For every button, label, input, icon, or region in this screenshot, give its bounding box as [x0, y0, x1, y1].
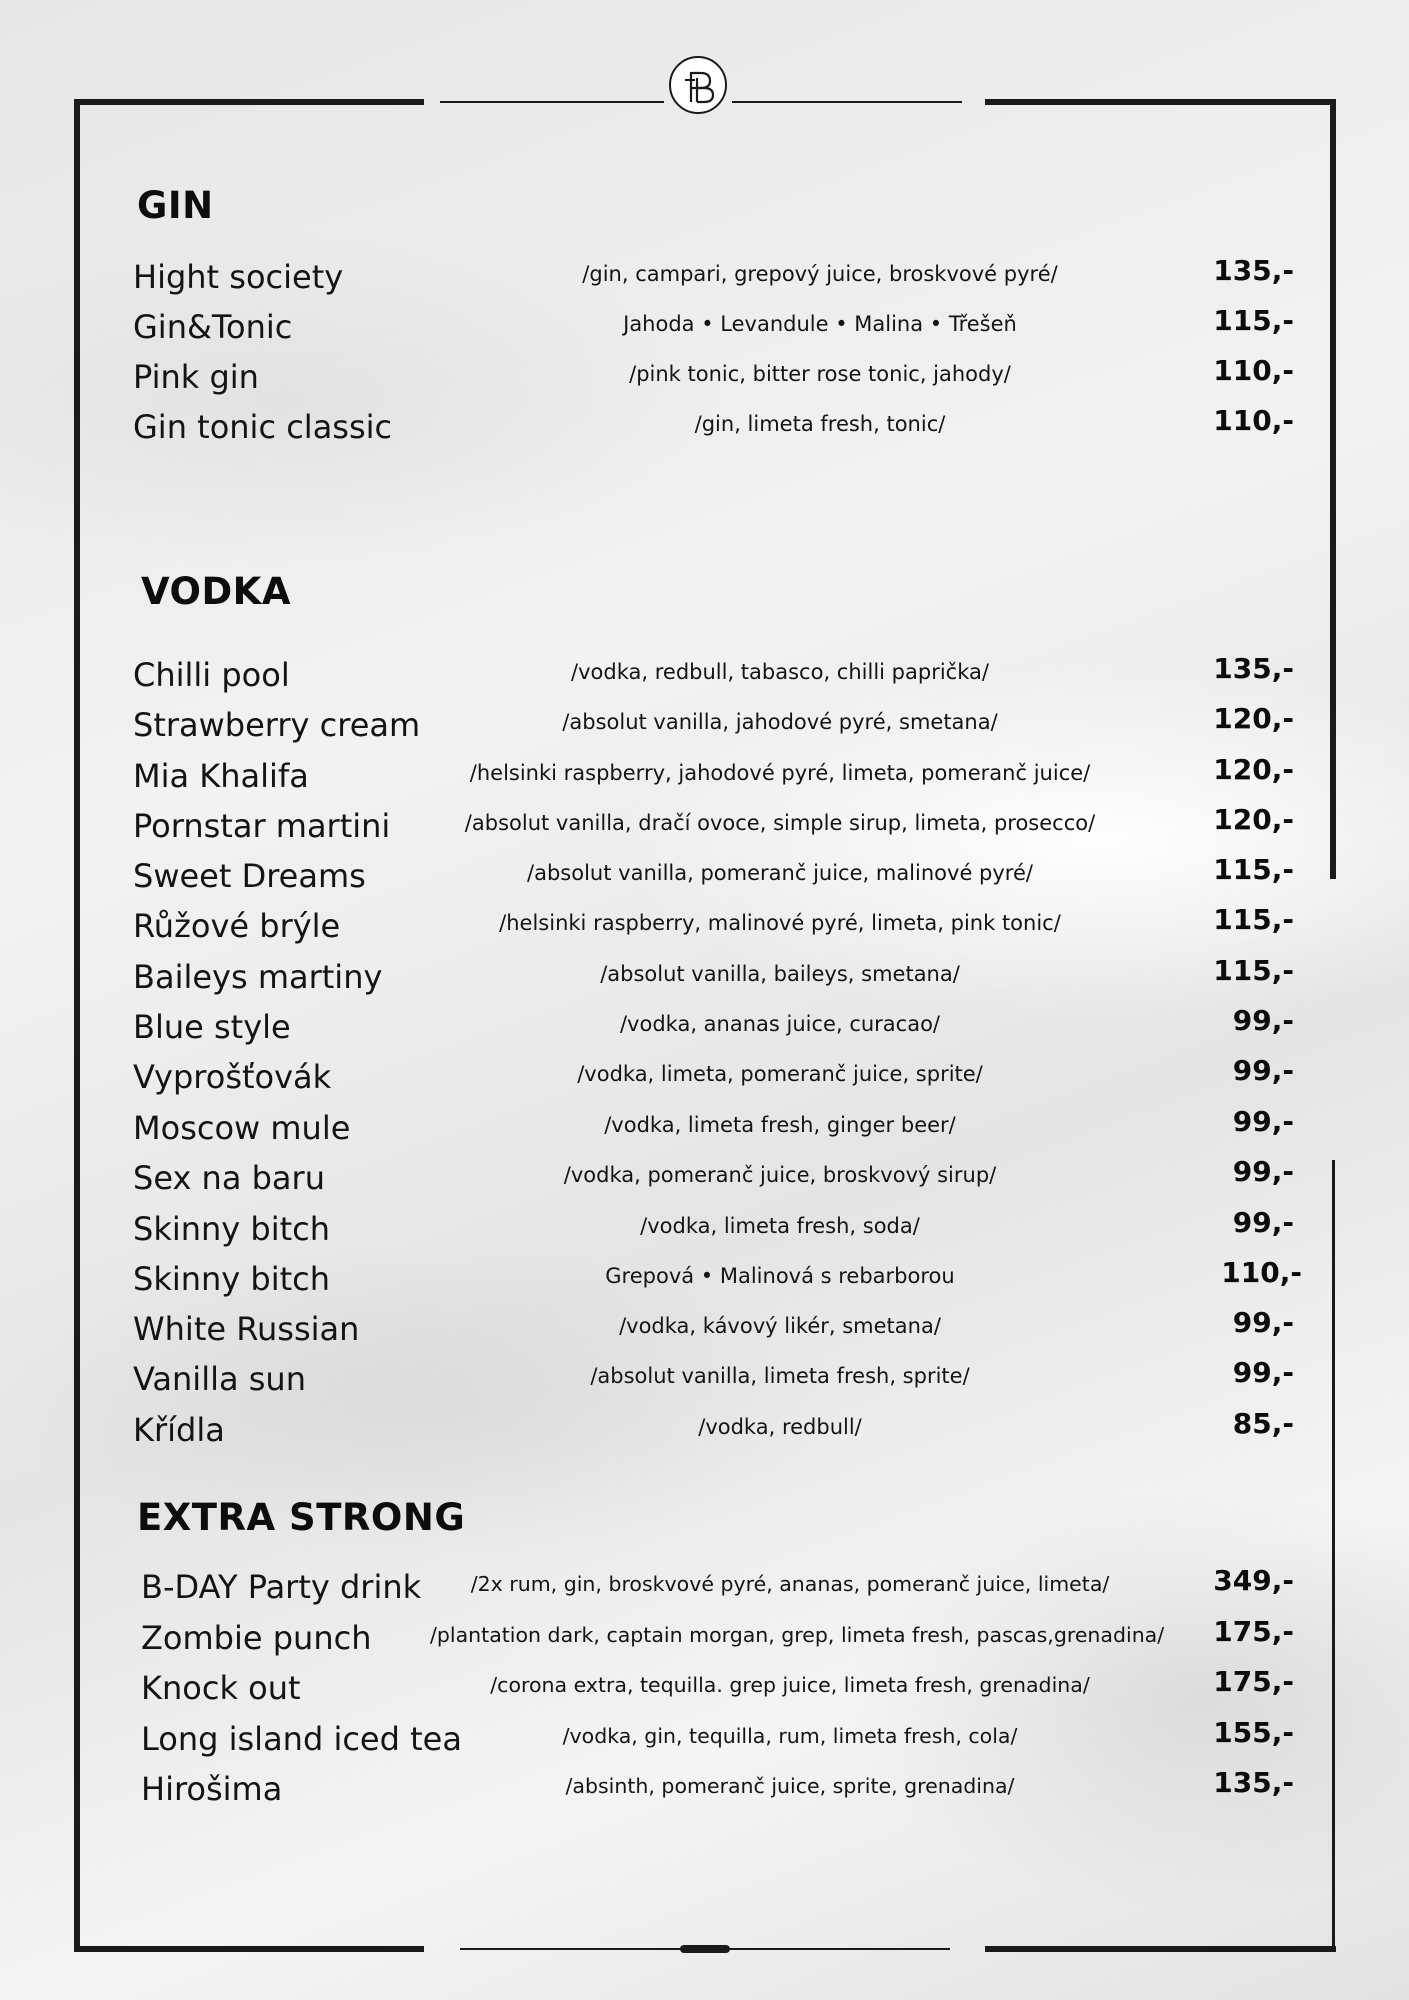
menu-row — [0, 1256, 1409, 1310]
drink-ingredients: /2x rum, gin, broskvové pyré, ananas, pomeranč juice, limeta/ — [470, 1572, 1110, 1596]
drink-name: Gin&Tonic — [133, 308, 293, 346]
section-title-gin: GIN — [137, 184, 214, 227]
section-title-vodka: VODKA — [141, 570, 291, 613]
drink-name: Pink gin — [133, 358, 259, 396]
menu-row — [0, 1155, 1409, 1209]
drink-name: Vanilla sun — [133, 1360, 306, 1398]
menu-row — [0, 354, 1409, 408]
drink-name: Růžové brýle — [133, 907, 341, 945]
drink-ingredients: /absolut vanilla, limeta fresh, sprite/ — [590, 1364, 970, 1388]
drink-ingredients: /vodka, limeta fresh, soda/ — [640, 1214, 920, 1238]
drink-price: 99,- — [1232, 1004, 1294, 1037]
drink-name: Baileys martiny — [133, 958, 383, 996]
drink-name: Křídla — [133, 1411, 225, 1449]
drink-ingredients: /vodka, redbull, tabasco, chilli paprička/ — [571, 660, 989, 684]
drink-ingredients: /gin, limeta fresh, tonic/ — [694, 412, 946, 436]
drink-ingredients: /vodka, limeta, pomeranč juice, sprite/ — [577, 1062, 983, 1086]
frame-top-mid-left — [440, 101, 664, 103]
drink-ingredients: /vodka, gin, tequilla, rum, limeta fresh, cola/ — [562, 1724, 1018, 1748]
drink-price: 99,- — [1232, 1206, 1294, 1239]
drink-price: 135,- — [1213, 1766, 1294, 1799]
drink-price: 120,- — [1213, 803, 1294, 836]
drink-price: 99,- — [1232, 1105, 1294, 1138]
drink-ingredients: /absolut vanilla, dračí ovoce, simple sirup, limeta, prosecco/ — [464, 811, 1096, 835]
drink-name: Knock out — [141, 1669, 301, 1707]
drink-ingredients: /corona extra, tequilla. grep juice, limeta fresh, grenadina/ — [490, 1673, 1090, 1697]
menu-row — [0, 1716, 1409, 1770]
frame-bottom-ornament — [680, 1945, 730, 1953]
drink-price: 155,- — [1213, 1716, 1294, 1749]
menu-row — [0, 1564, 1409, 1618]
frame-bottom-left — [74, 1946, 424, 1952]
menu-row — [0, 1206, 1409, 1260]
drink-name: Blue style — [133, 1008, 291, 1046]
drink-name: Long island iced tea — [141, 1720, 462, 1758]
frame-top-mid-right — [732, 101, 962, 103]
drink-price: 115,- — [1213, 304, 1294, 337]
drink-price: 99,- — [1232, 1054, 1294, 1087]
drink-ingredients: /gin, campari, grepový juice, broskvové pyré/ — [582, 262, 1058, 286]
drink-name: B-DAY Party drink — [141, 1568, 422, 1606]
drink-ingredients: /absolut vanilla, baileys, smetana/ — [600, 962, 960, 986]
menu-row — [0, 1407, 1409, 1461]
drink-name: Sweet Dreams — [133, 857, 366, 895]
drink-price: 115,- — [1213, 954, 1294, 987]
menu-row — [0, 1665, 1409, 1719]
section-title-extra-strong: EXTRA STRONG — [137, 1496, 466, 1539]
drink-name: Hight society — [133, 258, 344, 296]
drink-price: 110,- — [1221, 1256, 1302, 1289]
frame-top-left — [74, 99, 424, 105]
drink-ingredients: /vodka, limeta fresh, ginger beer/ — [604, 1113, 956, 1137]
drink-price: 175,- — [1213, 1665, 1294, 1698]
drink-price: 99,- — [1232, 1306, 1294, 1339]
drink-name: Skinny bitch — [133, 1210, 331, 1248]
drink-price: 110,- — [1213, 354, 1294, 387]
drink-ingredients: /plantation dark, captain morgan, grep, limeta fresh, pascas,grenadina/ — [430, 1623, 1165, 1647]
menu-row — [0, 803, 1409, 857]
drink-ingredients: /vodka, pomeranč juice, broskvový sirup/ — [563, 1163, 997, 1187]
menu-row — [0, 1766, 1409, 1820]
drink-name: Moscow mule — [133, 1109, 351, 1147]
monogram-logo-icon — [669, 56, 727, 114]
drink-name: Sex na baru — [133, 1159, 325, 1197]
menu-row — [0, 954, 1409, 1008]
drink-name: White Russian — [133, 1310, 360, 1348]
drink-price: 135,- — [1213, 652, 1294, 685]
menu-row — [0, 404, 1409, 458]
drink-name: Pornstar martini — [133, 807, 391, 845]
menu-row — [0, 1054, 1409, 1108]
drink-ingredients: /vodka, ananas juice, curacao/ — [619, 1012, 941, 1036]
drink-price: 85,- — [1232, 1407, 1294, 1440]
drink-price: 99,- — [1232, 1155, 1294, 1188]
drink-price: 110,- — [1213, 404, 1294, 437]
menu-row — [0, 1306, 1409, 1360]
drink-price: 349,- — [1213, 1564, 1294, 1597]
frame-top-right — [985, 99, 1336, 105]
drink-ingredients: /pink tonic, bitter rose tonic, jahody/ — [629, 362, 1011, 386]
menu-row — [0, 1004, 1409, 1058]
drink-ingredients: Jahoda • Levandule • Malina • Třešeň — [623, 312, 1017, 336]
drink-ingredients: /vodka, redbull/ — [698, 1415, 862, 1439]
menu-row — [0, 1356, 1409, 1410]
drink-price: 175,- — [1213, 1615, 1294, 1648]
drink-name: Mia Khalifa — [133, 757, 309, 795]
drink-ingredients: /absolut vanilla, pomeranč juice, malinové pyré/ — [527, 861, 1033, 885]
menu-row — [0, 753, 1409, 807]
drink-price: 99,- — [1232, 1356, 1294, 1389]
drink-price: 135,- — [1213, 254, 1294, 287]
menu-row — [0, 254, 1409, 308]
menu-row — [0, 1105, 1409, 1159]
drink-name: Hirošima — [141, 1770, 283, 1808]
menu-row — [0, 903, 1409, 957]
drink-ingredients: /helsinki raspberry, malinové pyré, limeta, pink tonic/ — [499, 911, 1061, 935]
drink-name: Vyprošťovák — [133, 1058, 332, 1096]
drink-price: 120,- — [1213, 753, 1294, 786]
drink-price: 115,- — [1213, 903, 1294, 936]
drink-name: Strawberry cream — [133, 706, 421, 744]
menu-row — [0, 702, 1409, 756]
menu-row — [0, 1615, 1409, 1669]
drink-name: Chilli pool — [133, 656, 290, 694]
menu-row — [0, 304, 1409, 358]
frame-bottom-right — [985, 1946, 1336, 1952]
drink-name: Zombie punch — [141, 1619, 372, 1657]
drink-ingredients: /helsinki raspberry, jahodové pyré, limeta, pomeranč juice/ — [469, 761, 1091, 785]
drink-price: 120,- — [1213, 702, 1294, 735]
menu-row — [0, 652, 1409, 706]
drink-ingredients: /absinth, pomeranč juice, sprite, grenadina/ — [565, 1774, 1015, 1798]
menu-row — [0, 853, 1409, 907]
drink-ingredients: /absolut vanilla, jahodové pyré, smetana/ — [562, 710, 998, 734]
drink-ingredients: Grepová • Malinová s rebarborou — [605, 1264, 955, 1288]
drink-price: 115,- — [1213, 853, 1294, 886]
drink-ingredients: /vodka, kávový likér, smetana/ — [619, 1314, 941, 1338]
drink-name: Gin tonic classic — [133, 408, 393, 446]
drink-name: Skinny bitch — [133, 1260, 331, 1298]
